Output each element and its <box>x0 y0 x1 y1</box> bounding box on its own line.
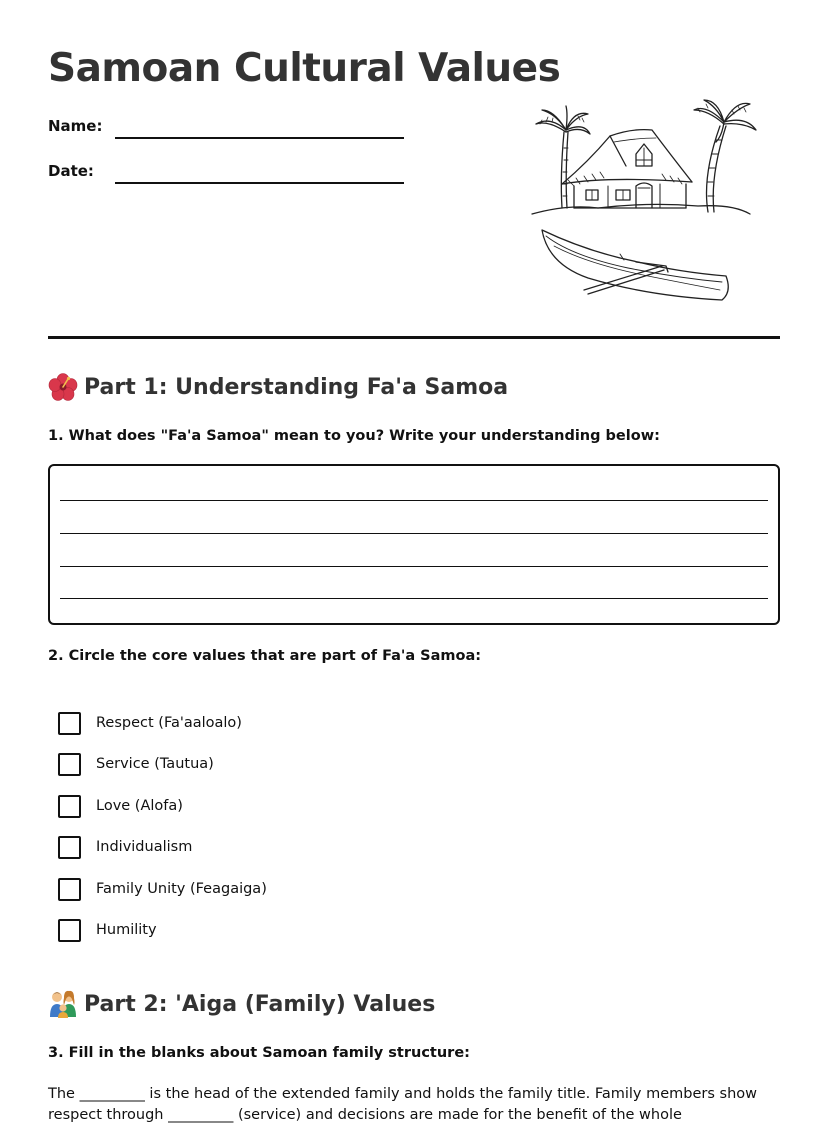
checkbox[interactable] <box>58 919 81 942</box>
checkbox[interactable] <box>58 753 81 776</box>
option-label: Individualism <box>96 839 193 855</box>
header-divider <box>48 336 780 339</box>
samoan-fale-and-canoe-illustration <box>528 96 764 306</box>
date-label: Date: <box>48 162 94 180</box>
part2-heading <box>48 989 435 1019</box>
answer-line[interactable] <box>60 598 768 599</box>
answer-line[interactable] <box>60 566 768 567</box>
hibiscus-icon <box>48 372 78 402</box>
part1-heading-text: Part 1: Understanding Fa'a Samoa <box>84 374 509 400</box>
option-respect[interactable] <box>58 711 242 735</box>
worksheet-title: Samoan Cultural Values <box>48 46 561 91</box>
name-field[interactable] <box>115 137 404 139</box>
checkbox[interactable] <box>58 795 81 818</box>
option-label: Family Unity (Feagaiga) <box>96 881 267 897</box>
date-field[interactable] <box>115 182 404 184</box>
name-label: Name: <box>48 117 103 135</box>
part1-heading <box>48 372 508 402</box>
family-icon <box>48 989 78 1019</box>
checkbox[interactable] <box>58 878 81 901</box>
question-1: 1. What does "Fa'a Samoa" mean to you? Write your understanding below: <box>48 428 660 444</box>
checkbox[interactable] <box>58 712 81 735</box>
option-individualism[interactable] <box>58 835 192 859</box>
option-label: Humility <box>96 922 157 938</box>
fill-in-paragraph: The _________ is the head of the extended family and holds the family title. Family members show respect through _________ (service) and decisions are made for the benefit of the whole <box>48 1086 758 1123</box>
option-label: Love (Alofa) <box>96 798 183 814</box>
q1-answer-box[interactable] <box>48 464 780 625</box>
answer-line[interactable] <box>60 500 768 501</box>
question-3: 3. Fill in the blanks about Samoan family structure: <box>48 1045 470 1061</box>
option-humility[interactable] <box>58 918 157 942</box>
answer-line[interactable] <box>60 533 768 534</box>
option-love[interactable] <box>58 794 183 818</box>
part2-heading-text: Part 2: 'Aiga (Family) Values <box>84 991 436 1017</box>
option-label: Respect (Fa'aaloalo) <box>96 715 242 731</box>
option-label: Service (Tautua) <box>96 756 214 772</box>
option-service[interactable] <box>58 752 214 776</box>
option-family-unity[interactable] <box>58 877 267 901</box>
checkbox[interactable] <box>58 836 81 859</box>
question-2: 2. Circle the core values that are part of Fa'a Samoa: <box>48 648 482 664</box>
